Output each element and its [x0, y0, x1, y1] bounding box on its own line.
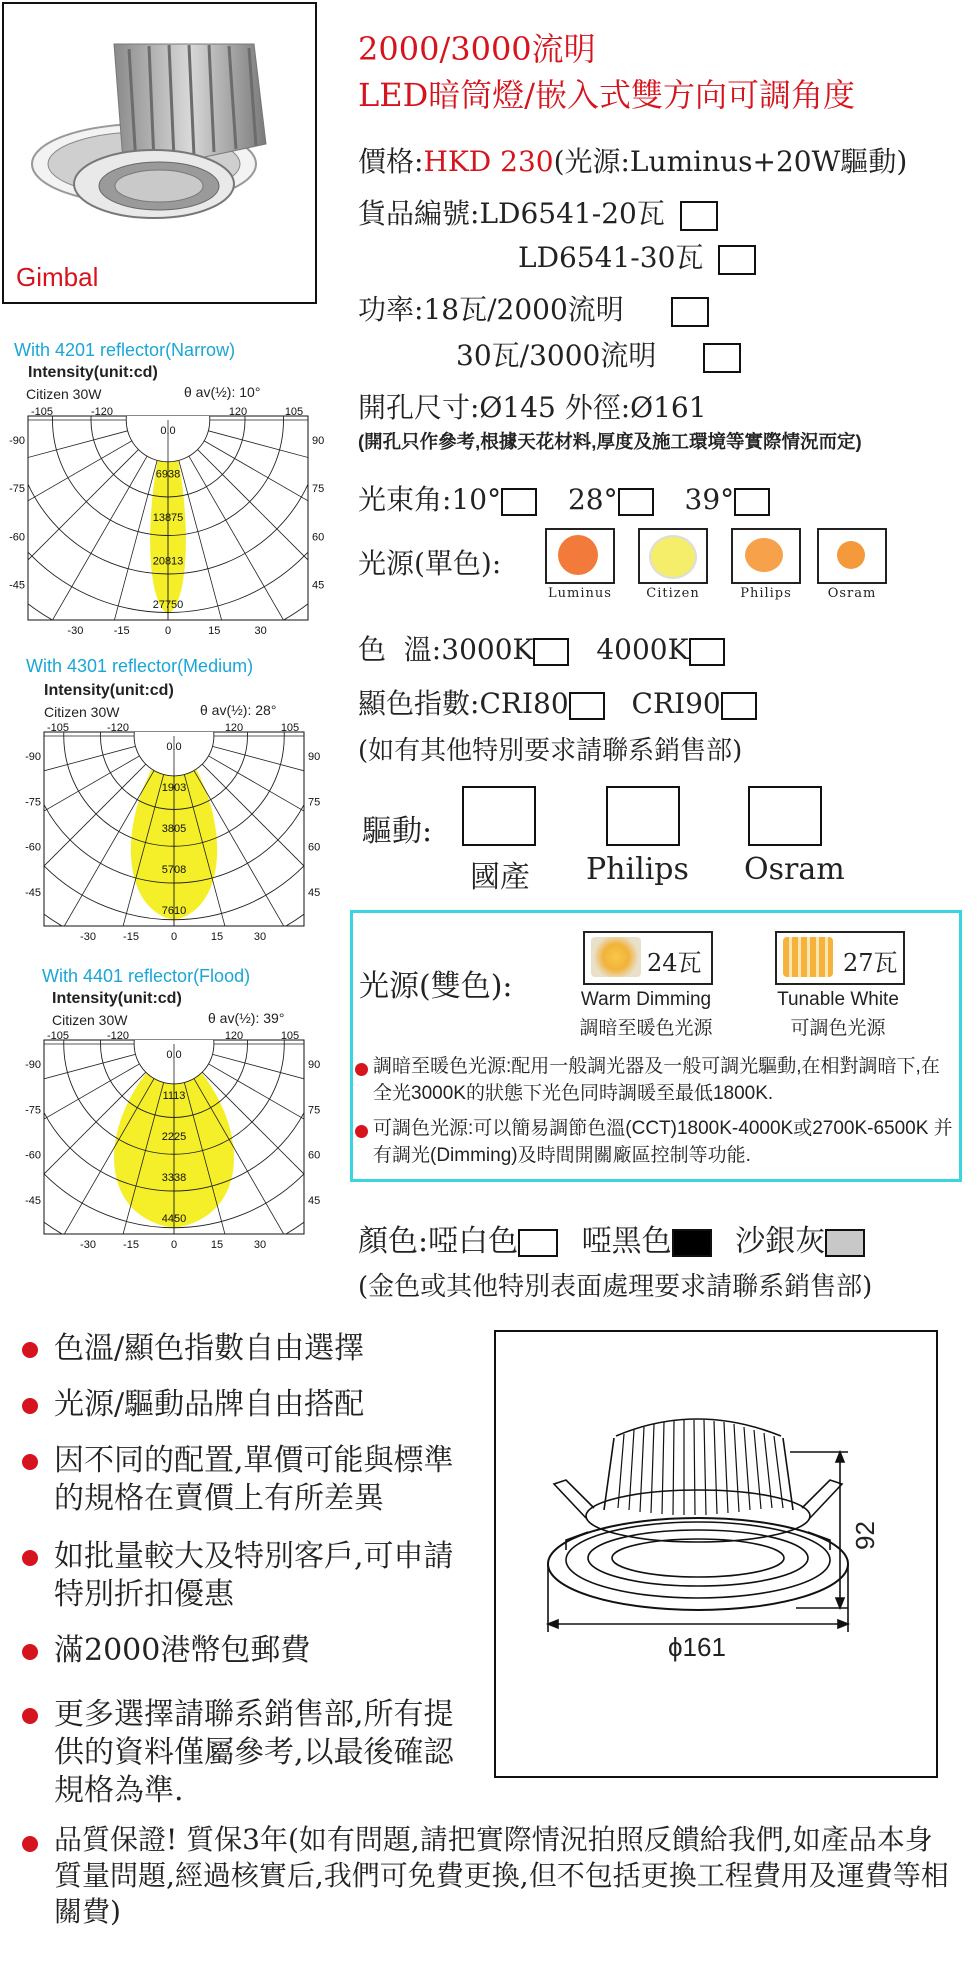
right-tick-label: 60	[312, 531, 325, 544]
chip-luminus-led-icon	[558, 535, 598, 575]
polar-theta: θ av(½): 28°	[200, 702, 277, 718]
polar-title: With 4301 reflector(Medium)	[26, 656, 254, 676]
top-tick-label: -105	[30, 406, 54, 418]
beam-label: 光束角:	[358, 483, 452, 516]
polar-theta: θ av(½): 10°	[184, 384, 261, 400]
dual-chip-1-name: Warm Dimming	[580, 989, 712, 1010]
left-tick-label: -90	[25, 1059, 41, 1071]
bottom-tick-label: -30	[80, 931, 96, 943]
finish-row	[358, 1216, 865, 1260]
bottom-tick-label: -15	[113, 625, 130, 637]
price-note: (光源:Luminus+20W驅動)	[553, 145, 908, 178]
dual-source-panel	[350, 910, 962, 1182]
bottom-tick-label: -15	[123, 931, 139, 943]
left-tick-label: -60	[9, 531, 25, 544]
chip-brand-label-1: Luminus	[548, 586, 612, 601]
ring-label: 7610	[161, 905, 187, 917]
polar-source: Citizen 30W	[44, 704, 120, 720]
beam-checkbox-2[interactable]	[618, 488, 654, 516]
beam-option-2: 28°	[567, 483, 618, 516]
bottom-tick-label: 15	[208, 625, 221, 637]
bottom-tick-label: 30	[253, 931, 267, 943]
item-no-row-2	[518, 236, 756, 276]
dimension-drawing	[494, 1330, 938, 1778]
polar-source: Citizen 30W	[52, 1012, 128, 1028]
chip-brand-label-3: Philips	[740, 586, 792, 601]
ring-label: 5708	[161, 864, 187, 876]
ring-label: 2225	[161, 1131, 187, 1143]
bottom-tick-label: 0	[164, 625, 172, 637]
drawing-diameter-label: ϕ161	[668, 1632, 726, 1662]
ring-label: 0.0	[166, 741, 182, 753]
cct-row	[358, 628, 725, 668]
cct-option-1: 3000K	[441, 633, 534, 666]
driver-box-3[interactable]	[748, 786, 822, 846]
bottom-tick-label: -15	[123, 1239, 139, 1251]
left-tick-label: -75	[25, 796, 41, 809]
cri-option-2: CRI90	[631, 687, 721, 720]
right-tick-label: 45	[308, 886, 321, 899]
right-tick-label: 90	[308, 1059, 321, 1071]
ring-label: 6938	[155, 468, 181, 481]
cri-checkbox-1[interactable]	[569, 692, 605, 720]
dual-chip-2-name: Tunable White	[777, 989, 899, 1010]
right-tick-label: 75	[312, 483, 325, 496]
bullet-dot-icon	[22, 1550, 38, 1566]
polar-diagram	[24, 720, 334, 956]
chip-brand-label-4: Osram	[827, 586, 877, 601]
bullet-dot-icon	[22, 1708, 38, 1724]
item-no-label: 貨品編號:	[358, 197, 480, 230]
bottom-tick-label: -30	[80, 1239, 96, 1251]
source-single-label: 光源(單色):	[358, 547, 502, 580]
polar-chart-flood	[8, 966, 338, 1266]
ring-label: 13875	[152, 512, 184, 524]
polar-intensity: Intensity(unit:cd)	[28, 364, 158, 381]
ring-label: 0.0	[166, 1049, 182, 1061]
driver-brand-2: Philips	[586, 852, 689, 887]
bottom-tick-label: -30	[67, 625, 84, 637]
price-row	[358, 140, 907, 180]
bottom-tick-label: 30	[253, 1239, 267, 1251]
photo-label: Gimbal	[16, 262, 99, 292]
polar-title: With 4201 reflector(Narrow)	[14, 340, 236, 360]
left-tick-label: -45	[25, 886, 41, 899]
top-tick-label: -105	[46, 1030, 70, 1042]
bottom-tick-label: 0	[170, 1239, 178, 1251]
dual-note-2-bullet	[355, 1125, 368, 1138]
bottom-tick-label: 15	[210, 931, 224, 943]
dual-chip-2[interactable]	[775, 931, 905, 985]
bullet-dot-icon	[22, 1454, 38, 1470]
item-no-option-1: LD6541-20瓦	[479, 197, 665, 230]
chip-osram-led-icon	[837, 541, 865, 569]
left-tick-label: -90	[25, 751, 41, 763]
ring-label: 0.0	[160, 425, 176, 437]
top-tick-label: -105	[46, 722, 70, 734]
polar-title: With 4401 reflector(Flood)	[42, 966, 251, 986]
polar-intensity: Intensity(unit:cd)	[52, 990, 182, 1007]
right-tick-label: 60	[308, 841, 321, 854]
right-tick-label: 90	[308, 751, 321, 763]
beam-option-3: 39°	[684, 483, 735, 516]
bottom-tick-label: 15	[210, 1239, 224, 1251]
top-tick-label: 105	[280, 1030, 300, 1042]
left-tick-label: -90	[9, 435, 25, 447]
bullet-dot-icon	[22, 1644, 38, 1660]
warm-dimming-chip-icon	[591, 937, 641, 977]
bottom-tick-label: 0	[170, 931, 178, 943]
beam-checkbox-3[interactable]	[734, 488, 770, 516]
right-tick-label: 45	[312, 579, 325, 592]
ring-label: 20813	[152, 555, 184, 568]
driver-brand-3: Osram	[744, 852, 845, 887]
beam-option-1: 10°	[451, 483, 502, 516]
dual-chip-1-desc: 調暗至暖色光源	[579, 1018, 713, 1039]
cutout-size: 開孔尺寸:Ø145 外徑:Ø161	[358, 391, 707, 424]
polar-intensity: Intensity(unit:cd)	[44, 682, 174, 699]
dual-chip-2-watt: 27瓦	[843, 949, 898, 977]
finish-label: 顏色:	[358, 1224, 429, 1259]
finish-white-swatch[interactable]	[518, 1229, 558, 1257]
top-tick-label: 120	[224, 722, 244, 734]
top-tick-label: -120	[106, 1030, 130, 1042]
right-tick-label: 75	[308, 796, 321, 809]
dual-chip-2-desc: 可調色光源	[790, 1018, 886, 1039]
power-row-2	[456, 334, 741, 374]
right-tick-label: 45	[308, 1194, 321, 1207]
chip-philips-led-icon	[745, 538, 783, 572]
cct-checkbox-2[interactable]	[689, 638, 725, 666]
price-value: HKD 230	[423, 145, 554, 178]
dual-note-2: 可調色光源:可以簡易調節色溫(CCT)1800K-4000K或2700K-6500K 并有調光(Dimming)及時間開關廠區控制等功能.	[373, 1118, 953, 1166]
cri-note: (如有其他特別要求請聯系銷售部)	[358, 736, 743, 766]
ring-label: 4450	[161, 1213, 187, 1225]
cct-label: 色 溫:	[358, 633, 442, 666]
driver-box-2[interactable]	[606, 786, 680, 846]
right-tick-label: 90	[312, 435, 325, 447]
top-tick-label: 105	[284, 406, 304, 418]
title-line-1: 2000/3000流明	[358, 30, 596, 68]
ring-label: 1113	[162, 1090, 186, 1102]
finish-option-1: 啞白色	[428, 1224, 519, 1259]
finish-black-swatch[interactable]	[672, 1229, 712, 1257]
polar-chart-medium	[8, 656, 338, 956]
bottom-tick-label: 30	[254, 625, 267, 637]
cct-option-2: 4000K	[596, 633, 689, 666]
finish-note: (金色或其他特別表面處理要求請聯系銷售部)	[358, 1272, 873, 1302]
left-tick-label: -60	[25, 841, 41, 854]
chip-luminus[interactable]	[545, 528, 615, 584]
price-label: 價格:	[358, 145, 424, 178]
left-tick-label: -75	[9, 483, 25, 496]
dual-note-1-bullet	[355, 1063, 368, 1076]
downlight-line-drawing	[496, 1332, 936, 1776]
warranty-text: 品質保證! 質保3年(如有問題,請把實際情況拍照反饋給我們,如產品本身質量問題,經過核實后,我們可免費更換,但不包括更換工程費用及運費等相關費)	[54, 1823, 949, 1928]
cct-checkbox-1[interactable]	[533, 638, 569, 666]
cri-option-1: CRI80	[479, 687, 569, 720]
item-no-row	[358, 192, 718, 232]
source-single-chips	[545, 528, 905, 608]
cri-label: 顯色指數:	[358, 687, 480, 720]
beam-row	[358, 478, 770, 518]
tunable-white-chip-icon	[783, 937, 833, 977]
dual-source-label: 光源(雙色):	[359, 969, 513, 1004]
chip-citizen[interactable]	[638, 528, 708, 584]
chip-osram[interactable]	[817, 528, 887, 584]
product-photo	[2, 2, 317, 304]
top-tick-label: -120	[90, 406, 114, 418]
top-tick-label: 105	[280, 722, 300, 734]
item-no-checkbox-1[interactable]	[680, 201, 718, 231]
ring-label: 3805	[161, 823, 187, 835]
right-tick-label: 75	[308, 1104, 321, 1117]
driver-label: 驅動:	[362, 814, 433, 849]
ring-label: 3338	[161, 1172, 187, 1184]
gimbal-light-image	[4, 4, 315, 302]
power-option-1: 18瓦/2000流明	[423, 293, 624, 326]
dual-chip-1-watt: 24瓦	[647, 949, 702, 977]
dual-chip-1[interactable]	[583, 931, 713, 985]
finish-option-3: 沙銀灰	[735, 1224, 826, 1259]
cri-checkbox-2[interactable]	[721, 692, 757, 720]
title-line-2: LED暗筒燈/嵌入式雙方向可調角度	[358, 76, 856, 114]
ring-label: 27750	[152, 599, 184, 611]
power-row	[358, 288, 709, 328]
item-no-option-2: LD6541-30瓦	[518, 241, 704, 274]
polar-diagram	[24, 1028, 334, 1264]
left-tick-label: -45	[9, 579, 25, 592]
top-tick-label: 120	[228, 406, 248, 418]
item-no-checkbox-2[interactable]	[718, 245, 756, 275]
left-tick-label: -60	[25, 1149, 41, 1162]
drawing-height-label: 92	[850, 1521, 880, 1550]
power-checkbox-2[interactable]	[703, 343, 741, 373]
polar-spoke	[208, 404, 338, 409]
bullet-dot-icon	[22, 1836, 38, 1852]
polar-source: Citizen 30W	[26, 386, 102, 402]
left-tick-label: -45	[25, 1194, 41, 1207]
beam-checkbox-1[interactable]	[501, 488, 537, 516]
bullet-dot-icon	[22, 1398, 38, 1414]
power-checkbox-1[interactable]	[671, 297, 709, 327]
finish-silver-swatch[interactable]	[825, 1229, 865, 1257]
power-label: 功率:	[358, 293, 424, 326]
polar-diagram	[8, 404, 338, 650]
dual-note-1: 調暗至暖色光源:配用一般調光器及一般可調光驅動,在相對調暗下,在全光3000K的狀態下光色同時調暖至最低1800K.	[373, 1056, 940, 1104]
finish-option-2: 啞黑色	[581, 1224, 672, 1259]
cutout-note: (開孔只作參考,根據天花材料,厚度及施工環境等實際情況而定)	[358, 431, 862, 452]
top-tick-label: -120	[106, 722, 130, 734]
right-tick-label: 60	[308, 1149, 321, 1162]
power-option-2: 30瓦/3000流明	[456, 339, 657, 372]
bullet-dot-icon	[22, 1342, 38, 1358]
cri-row	[358, 682, 757, 722]
polar-chart-narrow	[8, 340, 338, 650]
chip-citizen-led-icon	[649, 535, 697, 579]
ring-label: 1903	[161, 782, 187, 794]
chip-brand-label-2: Citizen	[646, 586, 700, 601]
top-tick-label: 120	[224, 1030, 244, 1042]
driver-box-1[interactable]	[462, 786, 536, 846]
chip-philips[interactable]	[731, 528, 801, 584]
polar-theta: θ av(½): 39°	[208, 1010, 285, 1026]
left-tick-label: -75	[25, 1104, 41, 1117]
driver-brand-1: 國產	[470, 860, 530, 895]
